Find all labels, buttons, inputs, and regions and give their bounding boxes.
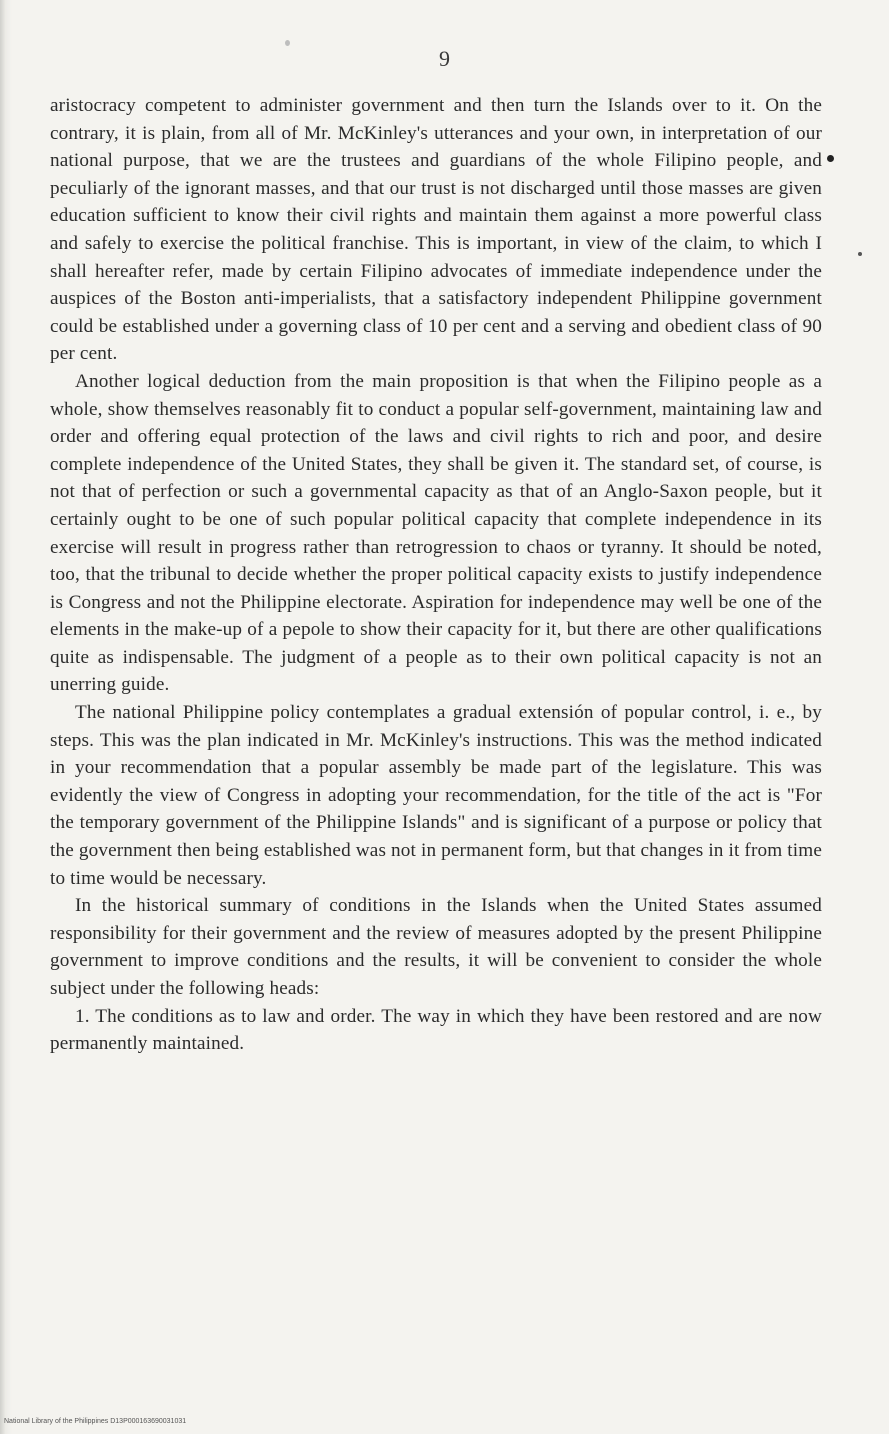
page-binding-edge <box>0 0 6 1434</box>
ink-speck <box>858 252 862 256</box>
paragraph-continuation: aristocracy competent to administer government and then turn the Islands over to it. On the contrary, it is plain, from all of Mr. McKinley's utterances and your own, in interpretation of our national purpose, that we are the trustees and guardians of the whole Filipino people, and peculiarly of the ignorant masses, and that our trust is not discharged until those masses are given education sufficient to know their civil rights and maintain them against a more powerful class and safely to exercise the political franchise. This is important, in view of the claim, to which I shall hereafter refer, made by certain Filipino advocates of immediate independence under the auspices of the Boston anti-imperialists, that a satisfactory independent Philippine government could be established under a governing class of 10 per cent and a serving and obedient class of 90 per cent. <box>50 95 822 365</box>
paragraph-logical-deduction: Another logical deduction from the main proposition is that when the Filipino people as a whole, show themselves reasonably fit to conduct a popular self-government, maintaining law and order and offering equal protection of the laws and civil rights to rich and poor, and desire complete independence of the United States, they shall be given it. The standard set, of course, is not that of perfection or such a governmental capacity as that of an Anglo-Saxon people, but it certainly ought to be one of such popular political capacity that complete independence in its exercise will result in progress rather than retrogression to chaos or tyranny. It should be noted, too, that the tribunal to decide whether the proper political capacity exists to justify independence is Congress and not the Philippine electorate. Aspiration for independence may well be one of the elements in the make-up of a pepole to show their capacity for it, but there are other qualifications quite as indispensable. The judgment of a people as to their own political capacity is not an unerring guide. <box>50 370 822 696</box>
paragraph-heading-one: 1. The conditions as to law and order. The way in which they have been restored and are now permanently maintained. <box>50 1005 822 1055</box>
paragraph-historical-summary: In the historical summary of conditions in the Islands when the United States assumed responsibility for their government and the review of measures adopted by the present Philippine government to improve conditions and the results, it will be convenient to consider the whole subject under the following heads: <box>50 895 822 999</box>
paragraph-national-policy: The national Philippine policy contemplates a gradual extensión of popular control, i. e., by steps. This was the plan indicated in Mr. McKinley's instructions. This was the method indicated in your recommendation that a popular assembly be made part of the legislature. This was evidently the view of Congress in adopting your recommendation, for the title of the act is "For the temporary government of the Philippine Islands" and is significant of a purpose or policy that the government then being established was not in permanent form, but that changes in it from time to time would be necessary. <box>50 702 822 889</box>
body-text <box>50 92 822 1058</box>
scan-footer: National Library of the Philippines D13P000163690031031 <box>4 1418 187 1425</box>
page-number: 9 <box>439 46 450 71</box>
ink-speck <box>827 155 834 162</box>
